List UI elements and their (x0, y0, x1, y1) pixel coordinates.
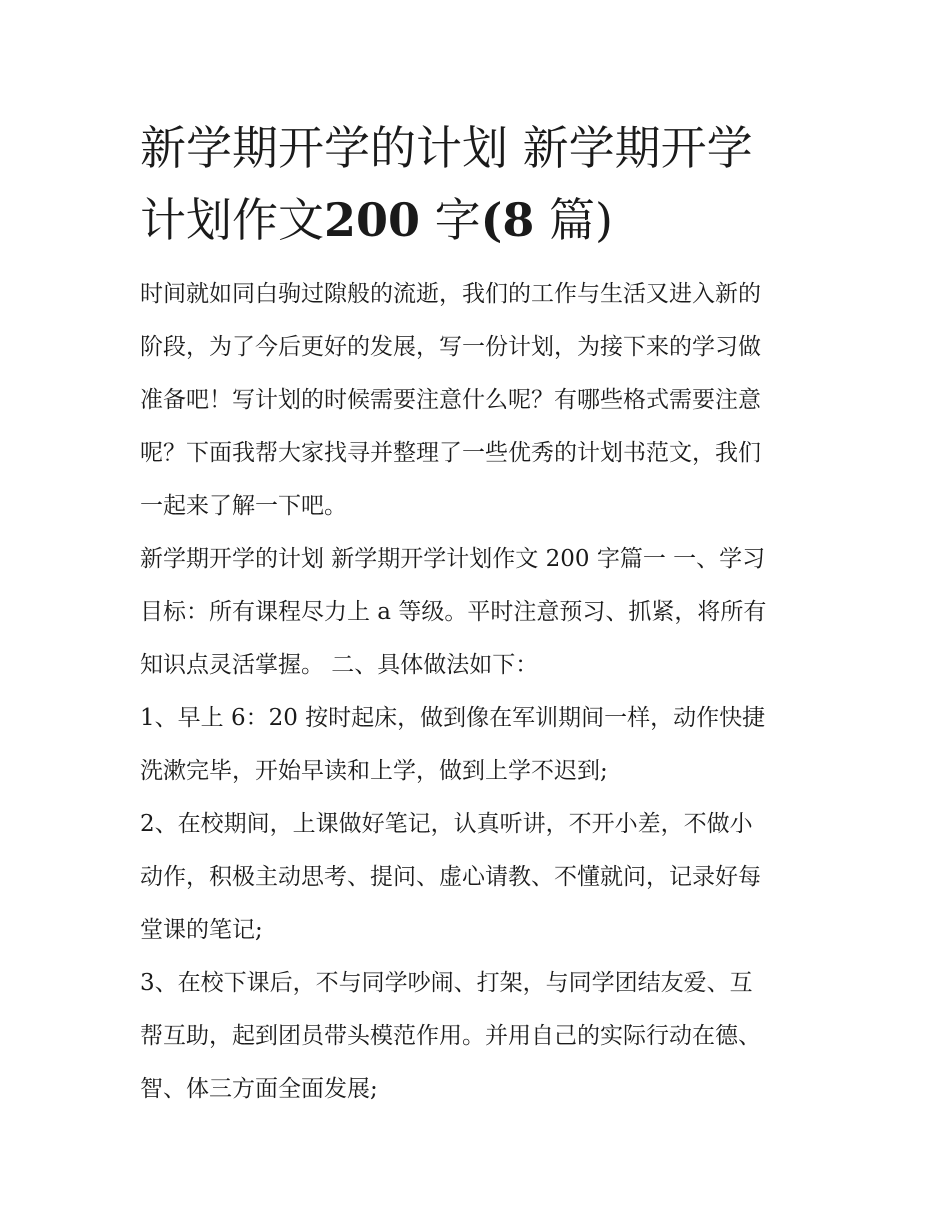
title-line-2-prefix: 计划作文 (140, 193, 324, 247)
paragraph-line: 3、在校下课后，不与同学吵闹、打架，与同学团结友爱、互 (140, 970, 753, 996)
paragraph-line: 时间就如同白驹过隙般的流逝，我们的工作与生活又进入新的 (140, 281, 761, 307)
paragraph-line: 1、早上 6：20 按时起床，做到像在军训期间一样，动作快捷 (140, 705, 766, 731)
title-line-2-paren: (8 (480, 193, 535, 247)
paragraph-line: 准备吧！写计划的时候需要注意什么呢？有哪些格式需要注意 (140, 387, 761, 413)
paragraph-line: 动作，积极主动思考、提问、虚心请教、不懂就问，记录好每 (140, 864, 761, 890)
paragraph-line: 目标：所有课程尽力上 a 等级。平时注意预习、抓紧，将所有 (140, 599, 767, 625)
paragraph-line: 一起来了解一下吧。 (140, 493, 347, 519)
paragraph-line: 呢？下面我帮大家找寻并整理了一些优秀的计划书范文，我们 (140, 440, 761, 466)
title-line-2-suffix: 篇) (534, 193, 614, 247)
document-body (140, 268, 815, 1116)
paragraph (140, 268, 815, 533)
title-line-2 (140, 184, 815, 256)
paragraph-line: 知识点灵活掌握。 二、具体做法如下： (140, 652, 539, 678)
paragraph-line: 2、在校期间，上课做好笔记，认真听讲，不开小差，不做小 (140, 811, 753, 837)
document-content (140, 112, 815, 1116)
title-line-1: 新学期开学的计划 新学期开学 (140, 121, 753, 175)
title-line-2-mid: 字 (420, 193, 481, 247)
title-line-2-number: 200 (324, 193, 421, 247)
document-title (140, 112, 815, 256)
paragraph-line: 堂课的笔记; (140, 917, 263, 943)
paragraph-line: 洗漱完毕，开始早读和上学，做到上学不迟到; (140, 758, 608, 784)
paragraph (140, 957, 815, 1116)
paragraph (140, 692, 815, 798)
paragraph (140, 798, 815, 957)
paragraph (140, 533, 815, 692)
paragraph-line: 帮互助，起到团员带头模范作用。并用自己的实际行动在德、 (140, 1023, 761, 1049)
paragraph-line: 阶段，为了今后更好的发展，写一份计划，为接下来的学习做 (140, 334, 761, 360)
paragraph-line: 智、体三方面全面发展; (140, 1076, 378, 1102)
paragraph-line: 新学期开学的计划 新学期开学计划作文 200 字篇一 一、学习 (140, 546, 766, 572)
